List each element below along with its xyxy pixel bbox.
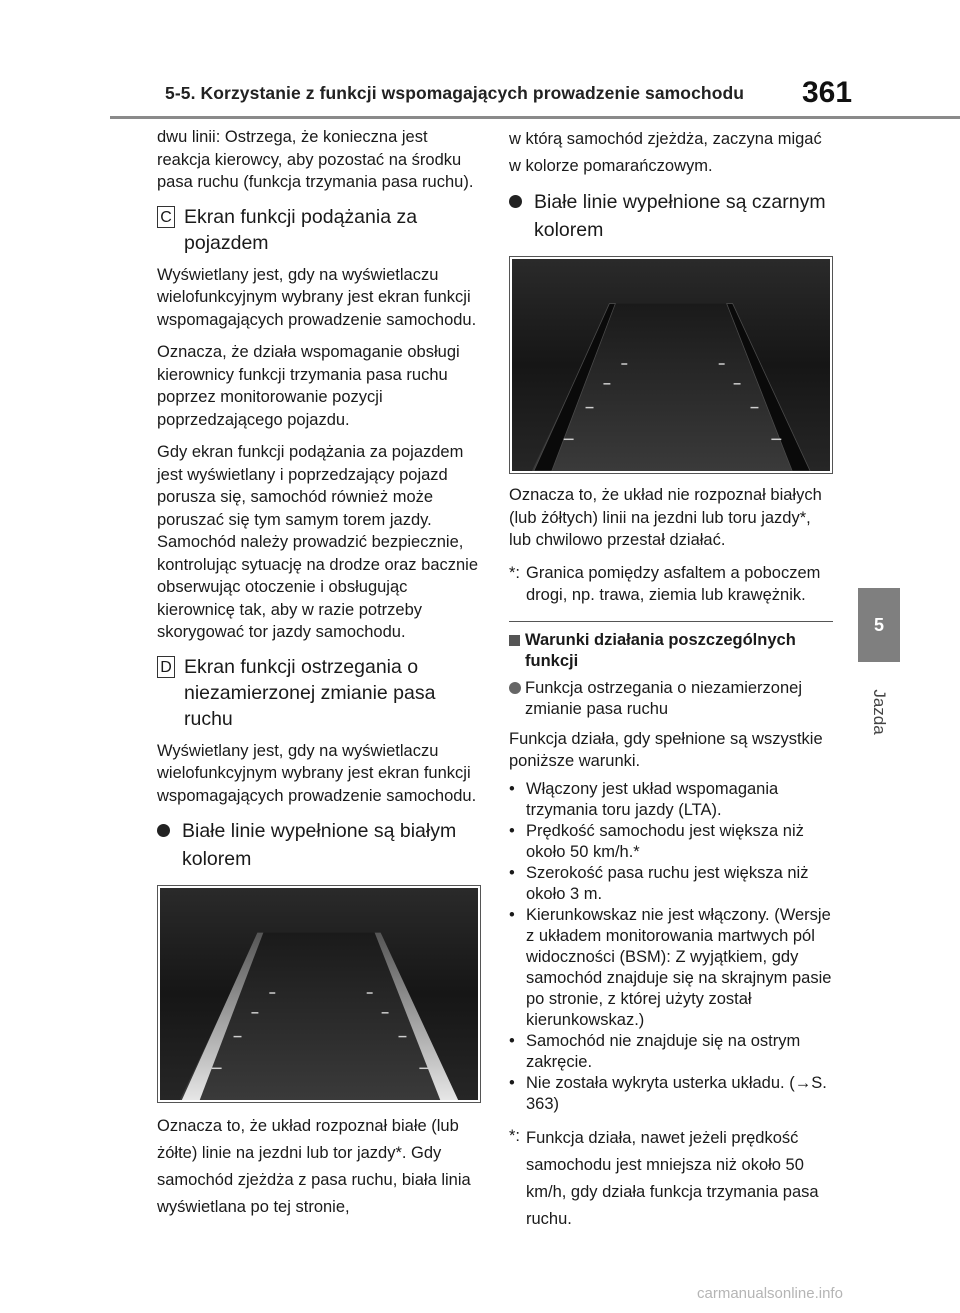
- page-header: [0, 0, 960, 120]
- section-d-letter: D: [157, 656, 175, 678]
- footnote-text: Funkcja działa, nawet jeżeli prędkość samochodu jest mniejsza niż około 50 km/h, gdy działa funkcja trzymania pasa ruchu.: [526, 1128, 819, 1228]
- footnote-text: Granica pomiędzy asfaltem a poboczem drogi, np. trawa, ziemia lub krawężnik.: [526, 563, 821, 604]
- section-c-title: Ekran funkcji podążania za pojazdem: [184, 205, 418, 254]
- c-paragraph-1: Wyświetlany jest, gdy na wyświetlaczu wielofunkcyjnym wybrany jest ekran funkcji wspomagających prowadzenie samochodu.: [157, 265, 477, 329]
- conditions-title: Warunki działania poszczególnych funkcji: [525, 630, 796, 670]
- list-item: • Kierunkowskaz nie jest włączony. (Wersje z układem monitorowania martwych pól widoczności (BSM): Z wyjątkiem, gdy samochód znajduje się na skrajnym pasie po stronie, z której użyty został kierunkowskaz.): [509, 905, 832, 1029]
- bullet-icon: [157, 824, 170, 837]
- page-number: 361: [802, 76, 853, 109]
- white-lines-heading: [157, 817, 482, 873]
- list-item: • Szerokość pasa ruchu jest większa niż około 3 m.: [509, 863, 809, 903]
- c-paragraph-2: Oznacza, że działa wspomaganie obsługi kierownicy funkcji trzymania pasa ruchu poprzez monitorowanie pozycji poprzedzającego pojazdu.: [157, 343, 460, 429]
- lane-display-white-image: [160, 888, 478, 1100]
- lane-display-black: [509, 256, 833, 474]
- square-bullet-icon: [509, 635, 520, 646]
- black-lines-heading: [509, 188, 833, 244]
- footnote-mark: *:: [509, 563, 521, 582]
- left-column: [157, 126, 482, 1221]
- footnote-mark: *:: [509, 1126, 521, 1145]
- chapter-label-text: Jazda: [870, 689, 889, 735]
- bullet-icon: [509, 195, 522, 208]
- black-lines-title: Białe linie wypełnione są czarnym kolorem: [534, 191, 826, 241]
- d-paragraph-1: Wyświetlany jest, gdy na wyświetlaczu wielofunkcyjnym wybrany jest ekran funkcji wspomagających prowadzenie samochodu.: [157, 741, 477, 805]
- watermark: carmanualsonline.info: [697, 1285, 843, 1302]
- continued-paragraph: w którą samochód zjeżdża, zaczyna migać w kolorze pomarańczowym.: [509, 130, 822, 175]
- black-lines-caption: Oznacza to, że układ nie rozpoznał białych (lub żółtych) linii na jezdni lub toru jazdy*, lub chwilowo przestał działać.: [509, 486, 822, 549]
- footnote-ground: [509, 562, 833, 607]
- conditions-list: [509, 779, 833, 1115]
- conditions-subheading: [509, 678, 833, 720]
- white-lines-caption: Oznacza to, że układ rozpoznał białe (lub żółte) linie na jezdni lub tor jazdy*. Gdy samochód zjeżdża z pasa ruchu, biała linia wyświetlana po tej stronie,: [157, 1117, 471, 1216]
- conditions-intro: Funkcja działa, gdy spełnione są wszystkie poniższe warunki.: [509, 729, 823, 770]
- list-item: • Nie została wykryta usterka układu. (→S. 363): [509, 1073, 827, 1113]
- conditions-heading: [509, 630, 833, 672]
- lane-display-white: [157, 885, 481, 1103]
- lane-display-black-image: [512, 259, 830, 471]
- c-paragraph-3: Gdy ekran funkcji podążania za pojazdem jest wyświetlany i poprzedzający pojazd porusza się, samochód również może poruszać się tym samym torem jazdy. Samochód należy prowadzić bezpiecznie, kontrolując sytuację na drodze oraz bacznie obserwując otoczenie i obsługując kierownicę tak, aby w razie potrzeby skorygować tor jazdy samochodu.: [157, 443, 479, 641]
- section-title: 5-5. Korzystanie z funkcji wspomagających prowadzenie samochodu: [165, 83, 745, 103]
- footnote-speed: [509, 1125, 833, 1233]
- white-lines-title: Białe linie wypełnione są białym kolorem: [182, 820, 457, 870]
- conditions-subtitle: Funkcja ostrzegania o niezamierzonej zmianie pasa ruchu: [525, 678, 802, 718]
- intro-paragraph: dwu linii: Ostrzega, że konieczna jest reakcja kierowcy, aby pozostać na środku pasa ruchu (funkcja trzymania pasa ruchu).: [157, 128, 474, 191]
- chapter-tab[interactable]: 5: [858, 588, 900, 662]
- list-item: • Włączony jest układ wspomagania trzymania toru jazdy (LTA).: [509, 779, 779, 819]
- circle-bullet-icon: [509, 682, 521, 694]
- chapter-label: [864, 676, 894, 748]
- section-divider: [509, 621, 833, 622]
- section-c-letter: C: [157, 206, 175, 228]
- list-item: • Prędkość samochodu jest większa niż około 50 km/h.*: [509, 821, 804, 861]
- section-c-heading: [157, 204, 482, 256]
- section-d-title: Ekran funkcji ostrzegania o niezamierzonej zmianie pasa ruchu: [184, 655, 436, 730]
- header-rule: [110, 116, 960, 119]
- right-column: [509, 126, 833, 1233]
- list-item: • Samochód nie znajduje się na ostrym zakręcie.: [509, 1031, 801, 1071]
- section-d-heading: [157, 654, 482, 732]
